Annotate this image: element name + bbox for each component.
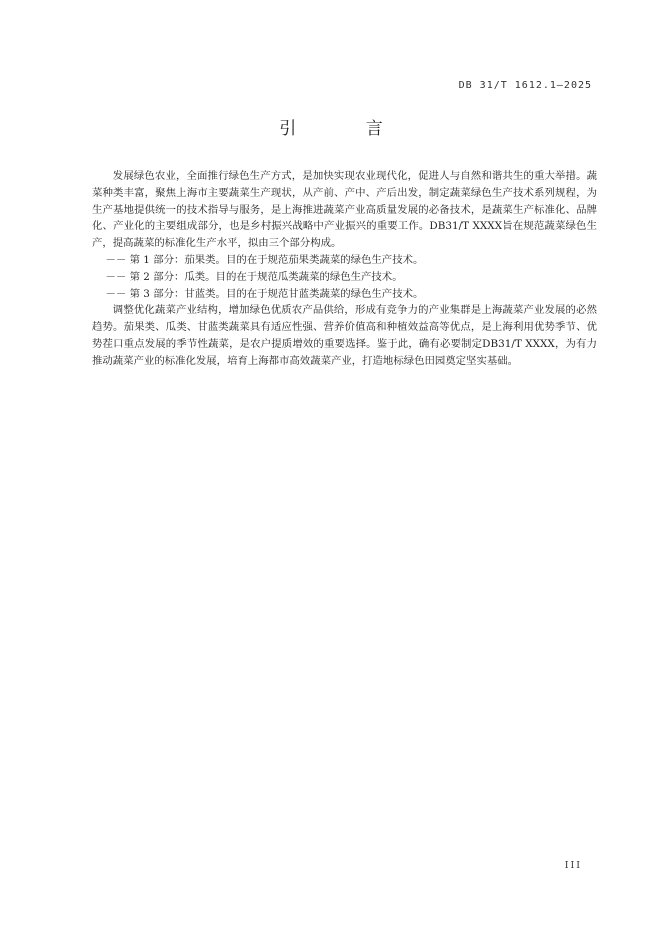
page-title: 引 言 xyxy=(279,119,415,139)
document-code: DB 31/T 1612.1—2025 xyxy=(458,80,592,91)
part-list-item: －－ 第 2 部分：瓜类。目的在于规范瓜类蔬菜的绿色生产技术。 xyxy=(105,270,403,283)
rationale-paragraph: 调整优化蔬菜产业结构，增加绿色优质农产品供给，形成有竞争力的产业集群是上海蔬菜产业发展的必然趋势。茄果类、瓜类、甘蓝类蔬菜具有适应性强、营养价值高和种植效益高等优点，是上海利用优势季节、优势茬口重点发展的季节性蔬菜，是农户提质增效的重要选择。鉴于此，确有必要制定DB31/T XXXX，为有力推动蔬菜产业的标准化发展，培育上海都市高效蔬菜产业，打造地标绿色田园奠定坚实基础。 xyxy=(92,304,597,367)
page-number: III xyxy=(564,860,582,871)
part-list-item: －－ 第 3 部分：甘蓝类。目的在于规范甘蓝类蔬菜的绿色生产技术。 xyxy=(105,287,424,300)
document-body xyxy=(92,168,597,370)
intro-paragraph: 发展绿色农业，全面推行绿色生产方式，是加快实现农业现代化，促进人与自然和谐共生的重大举措。蔬菜种类丰富，聚焦上海市主要蔬菜生产现状，从产前、产中、产后出发，制定蔬菜绿色生产技术系列规程，为生产基地提供统一的技术指导与服务，是上海推进蔬菜产业高质量发展的必备技术，是蔬菜生产标准化、品牌化、产业化的主要组成部分，也是乡村振兴战略中产业振兴的重要工作。DB31/T XXXX旨在规范蔬菜绿色生产，提高蔬菜的标准化生产水平，拟由三个部分构成。 xyxy=(92,170,597,250)
part-list-item: －－ 第 1 部分：茄果类。目的在于规范茄果类蔬菜的绿色生产技术。 xyxy=(105,253,424,266)
